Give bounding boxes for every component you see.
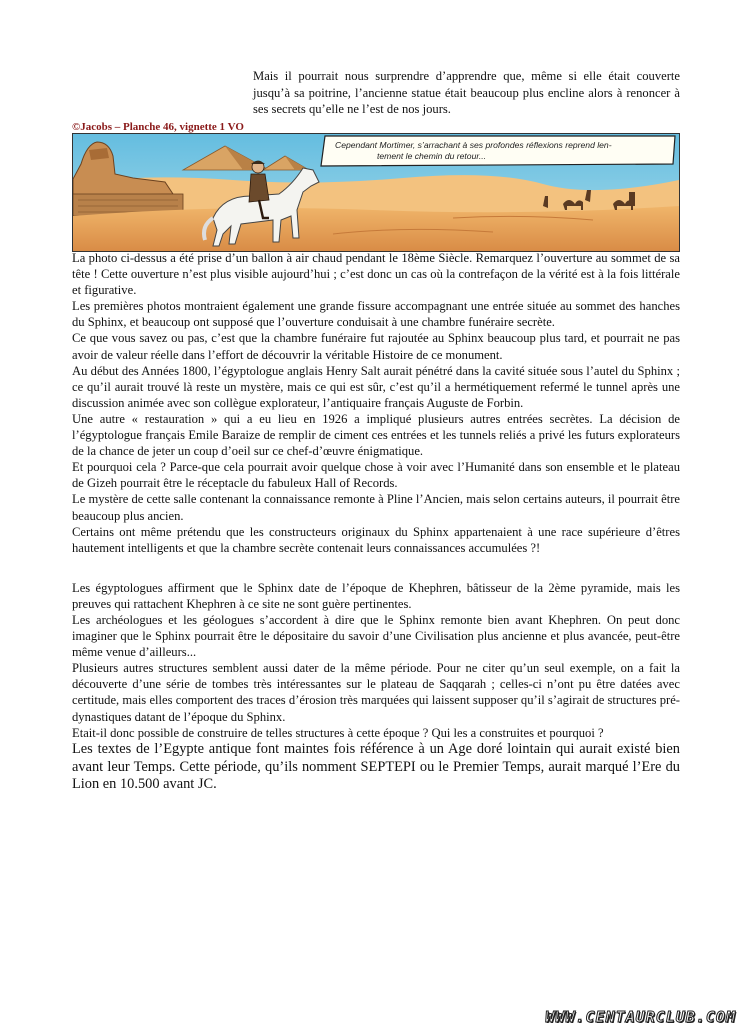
article-body [72,250,680,794]
paragraph-9: Les égyptologues affirment que le Sphinx date de l’époque de Khephren, bâtisseur de la 2ème pyramide, mais les preuves qui rattachent Khephren à ce site ne sont guère pertinentes. [72,580,680,611]
paragraph-7: Le mystère de cette salle contenant la connaissance remonte à Pline l’Ancien, mais selon certains auteurs, il pourrait être beaucoup plus ancien. [72,492,680,523]
paragraph-1: La photo ci-dessus a été prise d’un ballon à air chaud pendant le 18ème Siècle. Remarquez l’ouverture au sommet de sa tête ! Cette ouverture n’est plus visible aujourd’hui ; c’est donc un cas où la contrefaçon de la vérité est à la fois littérale et figurative. [72,251,680,298]
comic-caption-line2: tement le chemin du retour... [377,151,487,161]
paragraph-6: Et pourquoi cela ? Parce-que cela pourrait avoir quelque chose à voir avec l’Humanité dans son ensemble et le plateau de Gizeh pourrait être le réceptacle du fabuleux Hall of Records. [72,460,680,491]
paragraph-12: Etait-il donc possible de construire de telles structures à cette époque ? Qui les a construites et pourquoi ? [72,725,604,740]
paragraph-2: Les premières photos montraient également une grande fissure accompagnant une entrée située au sommet des hanches du Sphinx, et beaucoup ont supposé que l’ouverture conduisait à une chambre funéraire secrète. [72,299,680,330]
intro-paragraph: Mais il pourrait nous surprendre d’apprendre que, même si elle était couverte jusqu’à sa poitrine, l’ancienne statue était beaucoup plus encline alors à renoncer à ses secrets qu’elle ne l’est de nos jours. [253,69,680,116]
section-spacer [72,556,680,580]
paragraph-4: Au début des Années 1800, l’égyptologue anglais Henry Salt aurait pénétré dans la cavité située sous l’autel du Sphinx ; ce qu’il aurait trouvé là reste un mystère, mais ce qui est sûr, c’est qu’il a hermétiquement refermé le tunnel après une discussion animée avec son collègue explorateur, l’antiquaire français Auguste de Forbin. [72,363,680,410]
comic-caption-line1: Cependant Mortimer, s’arrachant à ses profondes réflexions reprend len- [335,140,612,150]
paragraph-13: Les textes de l’Egypte antique font maintes fois référence à un Age doré lointain qui aurait existé bien avant leur Temps. Cette période, qu’ils nomment SEPTEPI ou le Premier Temps, aurait marqué l’Ere du Lion en 10.500 avant JC. [72,740,680,793]
paragraph-5: Une autre « restauration » qui a eu lieu en 1926 a impliqué plusieurs autres entrées secrètes. La décision de l’égyptologue français Emile Baraize de remplir de ciment ces entrées et les tunnels reliés a privé les futurs explorateurs de la chance de jeter un coup d’oeil sur ce chef-d’œuvre énigmatique. [72,411,680,459]
paragraph-3: Ce que vous savez ou pas, c’est que la chambre funéraire fut rajoutée au Sphinx beaucoup plus tard, et pourrait ne pas avoir de valeur réelle dans l’effort de découvrir la véritable Histoire de ce monument. [72,331,680,362]
paragraph-8: Certains ont même prétendu que les constructeurs originaux du Sphinx appartenaient à une race supérieure d’êtres hautement intelligents et que la chambre secrète contenait leurs connaissances accumulées ?! [72,524,680,555]
image-credit: ©Jacobs – Planche 46, vignette 1 VO [72,121,244,133]
comic-caption-box [321,136,675,166]
paragraph-11: Plusieurs autres structures semblent aussi dater de la même période. Pour ne citer qu’un seul exemple, on a fait la découverte d’une série de tombes très intéressantes sur le plateau de Saqqarah ; celles-ci n’ont pu être datées avec certitude, mais elles comportent des traces d’érosion très marquées qui laissent supposer qu’il s’agirait de structures pré-dynastiques datant de l’époque du Sphinx. [72,661,680,724]
footer-website-url: WWW.CENTAURCLUB.COM [545,1008,736,1026]
paragraph-10: Les archéologues et les géologues s’accordent à dire que le Sphinx remonte bien avant Khephren. On peut donc imaginer que le Sphinx pourrait être le dépositaire du savoir d’une Civilisation plus ancienne et plus avancée, peut-être même venue d’ailleurs... [72,612,680,660]
comic-panel-image [72,133,680,252]
